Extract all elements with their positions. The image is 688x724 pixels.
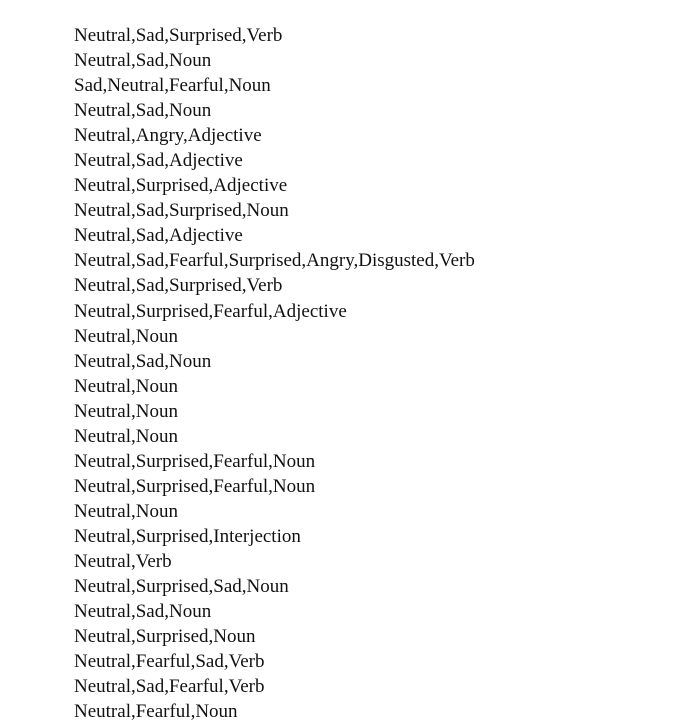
text-line: Neutral,Sad,Noun — [74, 100, 212, 122]
text-line: Neutral,Fearful,Sad,Verb — [74, 651, 265, 673]
text-line: Neutral,Surprised,Fearful,Noun — [74, 475, 316, 497]
text-line: Neutral,Noun — [74, 400, 178, 422]
text-line: Neutral,Surprised,Noun — [74, 626, 256, 648]
text-line: Neutral,Sad,Noun — [74, 50, 212, 72]
text-line-list — [74, 23, 475, 724]
text-line: Neutral,Surprised,Sad,Noun — [74, 576, 289, 598]
text-line: Neutral,Sad,Surprised,Noun — [74, 200, 289, 222]
text-line: Neutral,Sad,Noun — [74, 350, 212, 372]
text-line: Neutral,Sad,Surprised,Verb — [74, 275, 283, 297]
text-line: Neutral,Fearful,Noun — [74, 701, 238, 723]
text-line: Neutral,Sad,Adjective — [74, 225, 243, 247]
text-line: Neutral,Noun — [74, 375, 178, 397]
text-line: Neutral,Noun — [74, 425, 178, 447]
text-line: Neutral,Sad,Surprised,Verb — [74, 25, 283, 46]
text-line: Neutral,Surprised,Interjection — [74, 525, 301, 547]
text-line: Neutral,Verb — [74, 550, 172, 572]
text-line: Neutral,Sad,Noun — [74, 601, 212, 623]
text-line: Neutral,Angry,Adjective — [74, 125, 262, 147]
text-line: Neutral,Sad,Fearful,Verb — [74, 676, 265, 698]
text-line: Neutral,Sad,Adjective — [74, 150, 243, 172]
text-line: Neutral,Noun — [74, 500, 178, 522]
text-line: Neutral,Sad,Fearful,Surprised,Angry,Disgusted,Verb — [74, 250, 475, 272]
text-line: Sad,Neutral,Fearful,Noun — [74, 75, 271, 97]
text-line: Neutral,Surprised,Fearful,Adjective — [74, 300, 347, 322]
text-line: Neutral,Noun — [74, 325, 178, 347]
text-line: Neutral,Surprised,Adjective — [74, 175, 288, 197]
text-line: Neutral,Surprised,Fearful,Noun — [74, 450, 316, 472]
